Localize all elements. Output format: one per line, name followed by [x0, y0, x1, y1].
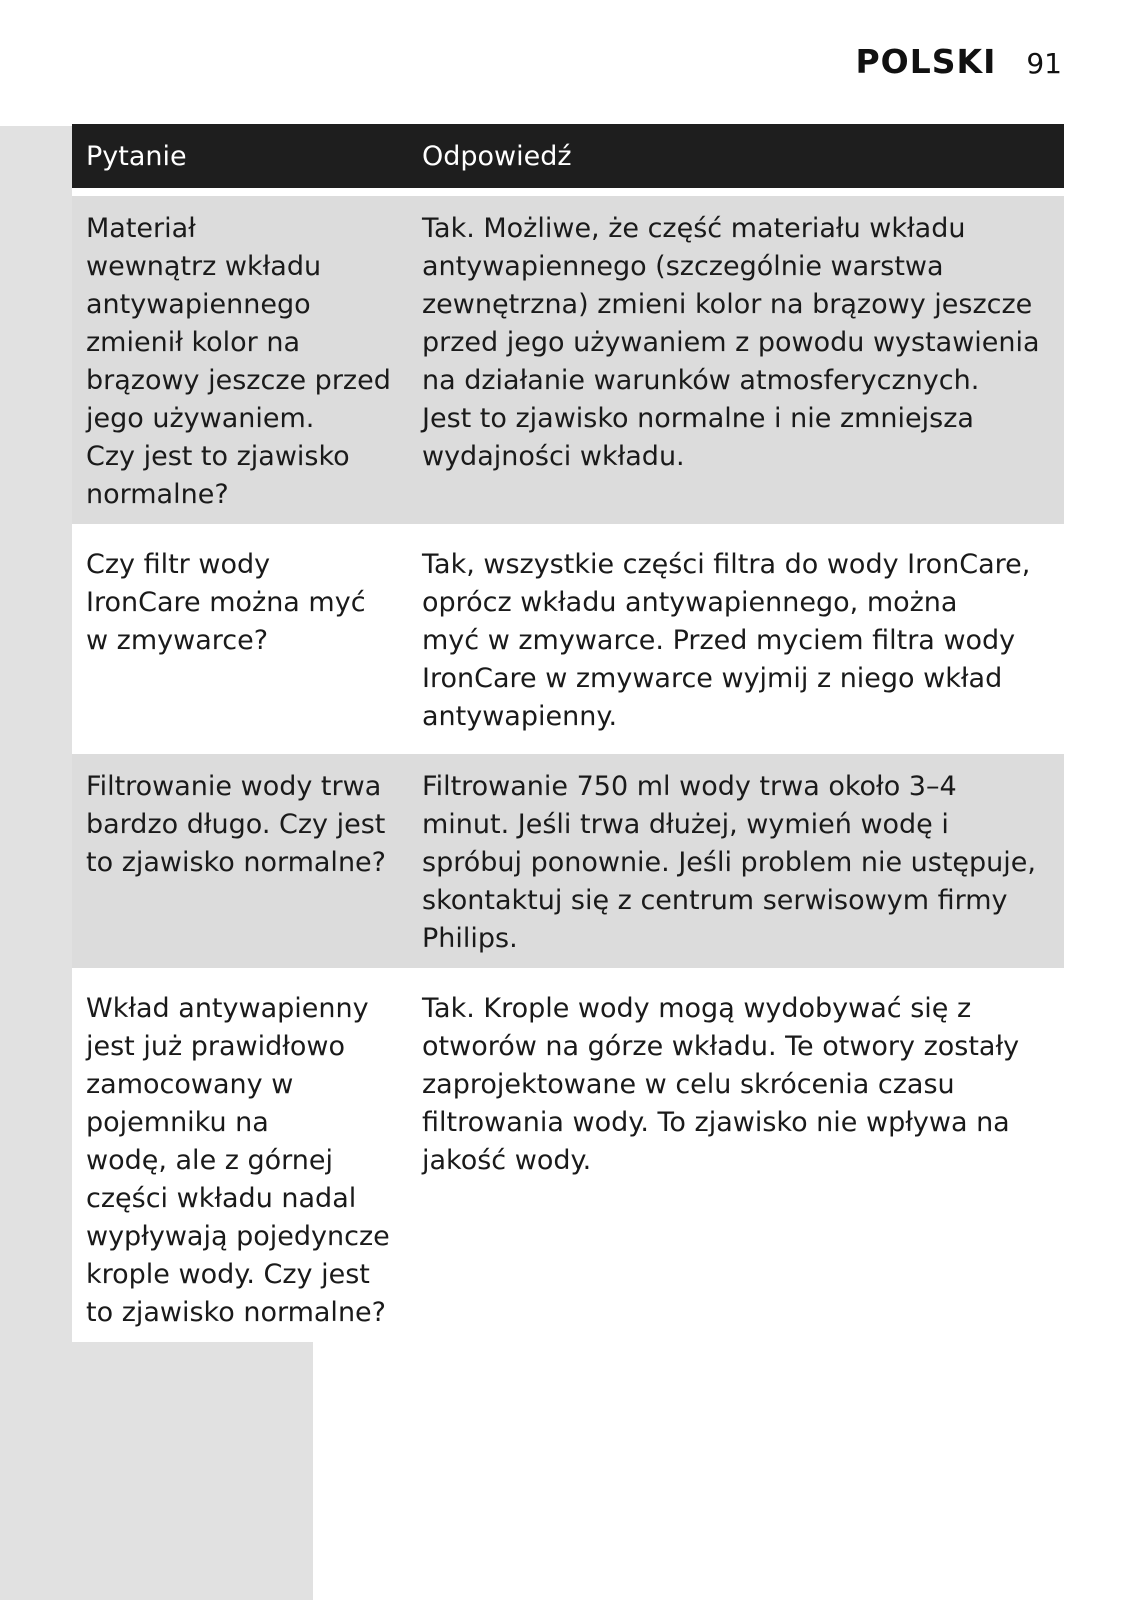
column-header-question: Pytanie [72, 124, 410, 188]
page-header [855, 42, 1062, 81]
question-cell: Wkład antywapienny jest już prawidłowo zamocowany w pojemniku na wodę, ale z górnej części wkładu nadal wypływają pojedyncze krople wody. Czy jest to zjawisko normalne? [72, 976, 410, 1342]
question-cell: Czy filtr wody IronCare można myć w zmywarce? [72, 532, 410, 746]
answer-cell: Tak, wszystkie części filtra do wody IronCare, oprócz wkładu antywapiennego, można myć w zmywarce. Przed myciem filtra wody IronCare w zmywarce wyjmij z niego wkład antywapienny. [410, 532, 1064, 746]
table-row [72, 196, 1064, 524]
answer-cell: Filtrowanie 750 ml wody trwa około 3–4 minut. Jeśli trwa dłużej, wymień wodę i spróbuj ponownie. Jeśli problem nie ustępuje, skontaktuj się z centrum serwisowym firmy Philips. [410, 754, 1064, 968]
table-row [72, 754, 1064, 968]
table-header-row [72, 124, 1064, 188]
table-row [72, 532, 1064, 746]
question-cell: Materiał wewnątrz wkładu antywapiennego zmienił kolor na brązowy jeszcze przed jego używaniem. Czy jest to zjawisko normalne? [72, 196, 410, 524]
answer-cell: Tak. Krople wody mogą wydobywać się z otworów na górze wkładu. Te otwory zostały zaprojektowane w celu skrócenia czasu filtrowania wody. To zjawisko nie wpływa na jakość wody. [410, 976, 1064, 1342]
column-header-answer: Odpowiedź [410, 124, 1064, 188]
question-cell: Filtrowanie wody trwa bardzo długo. Czy jest to zjawisko normalne? [72, 754, 410, 968]
page-number: 91 [1026, 47, 1062, 80]
section-title: POLSKI [855, 42, 997, 81]
faq-table [72, 124, 1064, 1342]
answer-cell: Tak. Możliwe, że część materiału wkładu antywapiennego (szczególnie warstwa zewnętrzna) zmieni kolor na brązowy jeszcze przed jego używaniem z powodu wystawienia na działanie warunków atmosferycznych. Jest to zjawisko normalne i nie zmniejsza wydajności wkładu. [410, 196, 1064, 524]
table-row [72, 976, 1064, 1342]
